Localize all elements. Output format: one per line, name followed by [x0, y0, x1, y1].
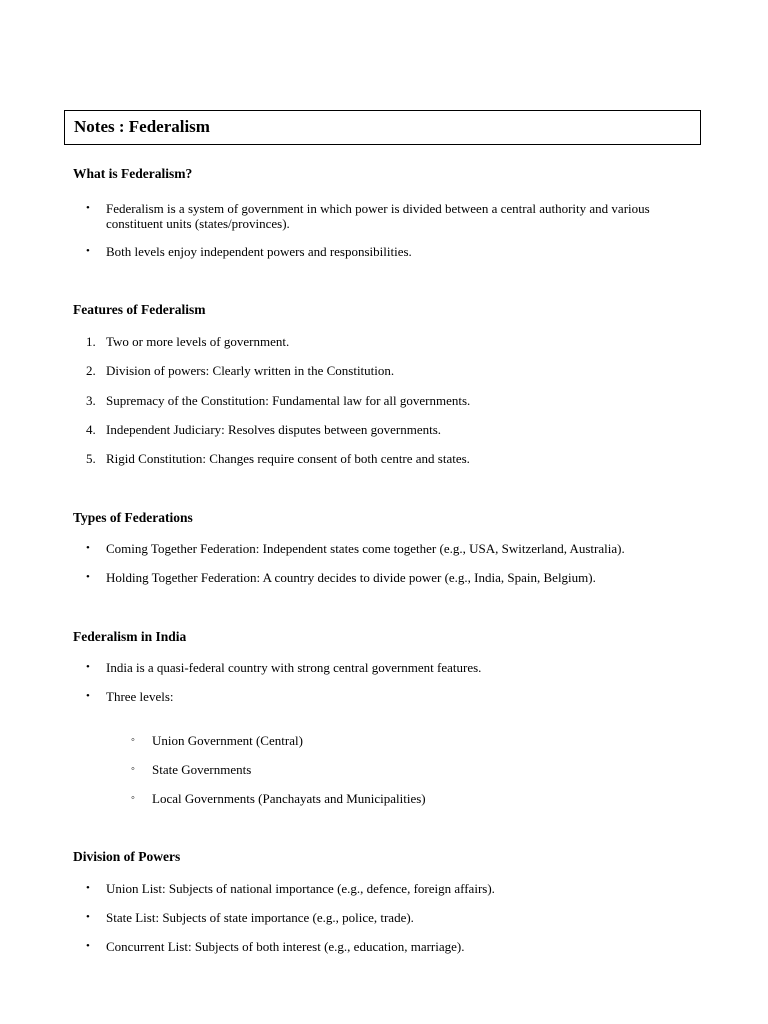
list-item: Both levels enjoy independent powers and responsibilities. [106, 244, 412, 259]
section-heading-india: Federalism in India [73, 629, 187, 644]
list-item: Concurrent List: Subjects of both interest (e.g., education, marriage). [106, 939, 465, 954]
sub-list-item: State Governments [152, 762, 252, 777]
list-number: 2. [86, 363, 96, 378]
sub-list-item: Union Government (Central) [152, 733, 303, 748]
list-item: Coming Together Federation: Independent states come together (e.g., USA, Switzerland, Australia). [106, 541, 625, 556]
list-number: 4. [86, 422, 96, 437]
list-item: Union List: Subjects of national importance (e.g., defence, foreign affairs). [106, 881, 495, 896]
section-heading-types: Types of Federations [73, 510, 193, 525]
list-number: 1. [86, 334, 96, 349]
numbered-item: Supremacy of the Constitution: Fundamental law for all governments. [106, 393, 471, 408]
sub-bullet-marker: ◦ [131, 734, 135, 746]
numbered-item: Independent Judiciary: Resolves disputes between governments. [106, 422, 442, 437]
numbered-item: Two or more levels of government. [106, 334, 290, 349]
list-item: State List: Subjects of state importance (e.g., police, trade). [106, 910, 414, 925]
title-box [64, 110, 701, 145]
list-item: India is a quasi-federal country with strong central government features. [106, 660, 482, 675]
numbered-item: Rigid Constitution: Changes require consent of both centre and states. [106, 451, 470, 466]
list-item: Federalism is a system of government in which power is divided between a central authority and various constituent units (states/provinces). [106, 201, 650, 231]
list-item: Three levels: [106, 689, 174, 704]
bullet-marker: • [86, 571, 90, 583]
sub-list-item: Local Governments (Panchayats and Municipalities) [152, 791, 426, 806]
bullet-marker: • [86, 690, 90, 702]
bullet-marker: • [86, 911, 90, 923]
bullet-marker: • [86, 542, 90, 554]
list-number: 3. [86, 393, 96, 408]
numbered-item: Division of powers: Clearly written in the Constitution. [106, 363, 395, 378]
sub-bullet-marker: ◦ [131, 792, 135, 804]
list-item: Holding Together Federation: A country decides to divide power (e.g., India, Spain, Belgium). [106, 570, 596, 585]
sub-bullet-marker: ◦ [131, 763, 135, 775]
section-heading-features: Features of Federalism [73, 302, 206, 317]
bullet-marker: • [86, 940, 90, 952]
bullet-marker: • [86, 661, 90, 673]
section-heading-division: Division of Powers [73, 849, 181, 864]
bullet-marker: • [86, 882, 90, 894]
list-number: 5. [86, 451, 96, 466]
section-heading-what: What is Federalism? [73, 166, 193, 181]
bullet-marker: • [86, 202, 90, 214]
page-title: Notes : Federalism [74, 117, 210, 136]
bullet-marker: • [86, 245, 90, 257]
